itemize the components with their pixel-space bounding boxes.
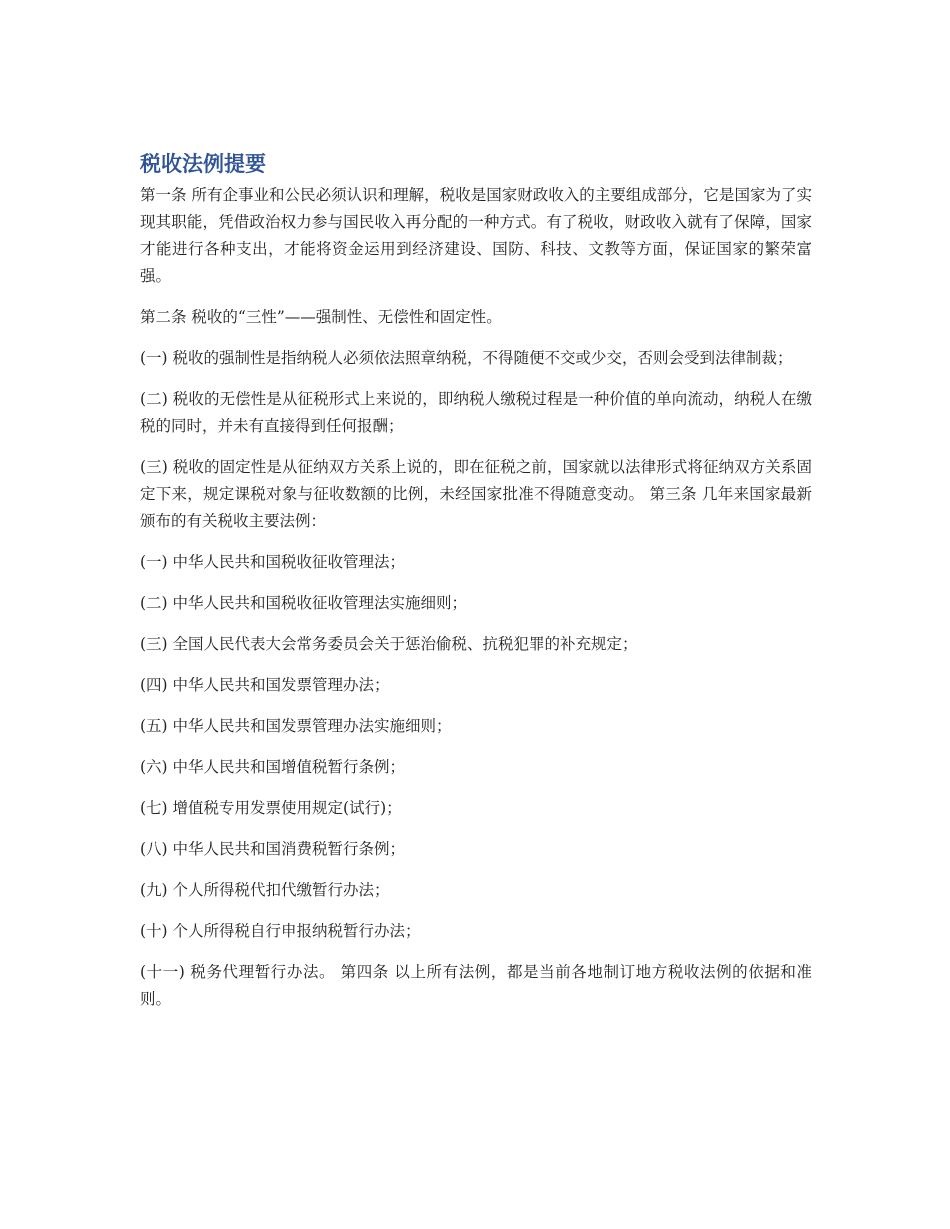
law-list-item-2: (二) 中华人民共和国税收征收管理法实施细则； [140,594,468,612]
law-list-item-4: (四) 中华人民共和国发票管理办法； [140,676,390,694]
paragraph-article-2: 第二条 税收的“三性”——强制性、无偿性和固定性。 [140,308,502,326]
document-page [140,148,812,1027]
law-list-item-3: (三) 全国人民代表大会常务委员会关于惩治偷税、抗税犯罪的补充规定； [140,635,638,653]
law-list-item-8: (八) 中华人民共和国消费税暂行条例； [140,840,406,858]
law-list-item-10: (十) 个人所得税自行申报纳税暂行办法； [140,922,421,940]
law-list-item-1: (一) 中华人民共和国税收征收管理法； [140,553,406,571]
paragraph-item-2: (二) 税收的无偿性是从征税形式上来说的，即纳税人缴税过程是一种价值的单向流动，纳税人在缴税的同时，并未有直接得到任何报酬； [140,390,812,435]
law-list-item-5: (五) 中华人民共和国发票管理办法实施细则； [140,717,452,735]
law-list-item-7: (七) 增值税专用发票使用规定(试行)； [140,799,402,817]
law-list-item-11: (十一) 税务代理暂行办法。 第四条 以上所有法例，都是当前各地制订地方税收法例的依据和准则。 [140,963,812,1008]
law-list-item-9: (九) 个人所得税代扣代缴暂行办法； [140,881,390,899]
paragraph-item-1: (一) 税收的强制性是指纳税人必须依法照章纳税，不得随便不交或少交，否则会受到法律制裁； [140,349,793,367]
paragraph-item-3: (三) 税收的固定性是从征纳双方关系上说的，即在征税之前，国家就以法律形式将征纳双方关系固定下来，规定课税对象与征收数额的比例，未经国家批准不得随意变动。 第三条 几年来国家最新颁布的有关税收主要法例： [140,458,812,530]
paragraph-article-1: 第一条 所有企事业和公民必须认识和理解，税收是国家财政收入的主要组成部分，它是国家为了实现其职能，凭借政治权力参与国民收入再分配的一种方式。有了税收，财政收入就有了保障，国家才能进行各种支出，才能将资金运用到经济建设、国防、科技、文教等方面，保证国家的繁荣富强。 [140,186,812,285]
law-list-item-6: (六) 中华人民共和国增值税暂行条例； [140,758,406,776]
document-title: 税收法例提要 [140,152,266,176]
